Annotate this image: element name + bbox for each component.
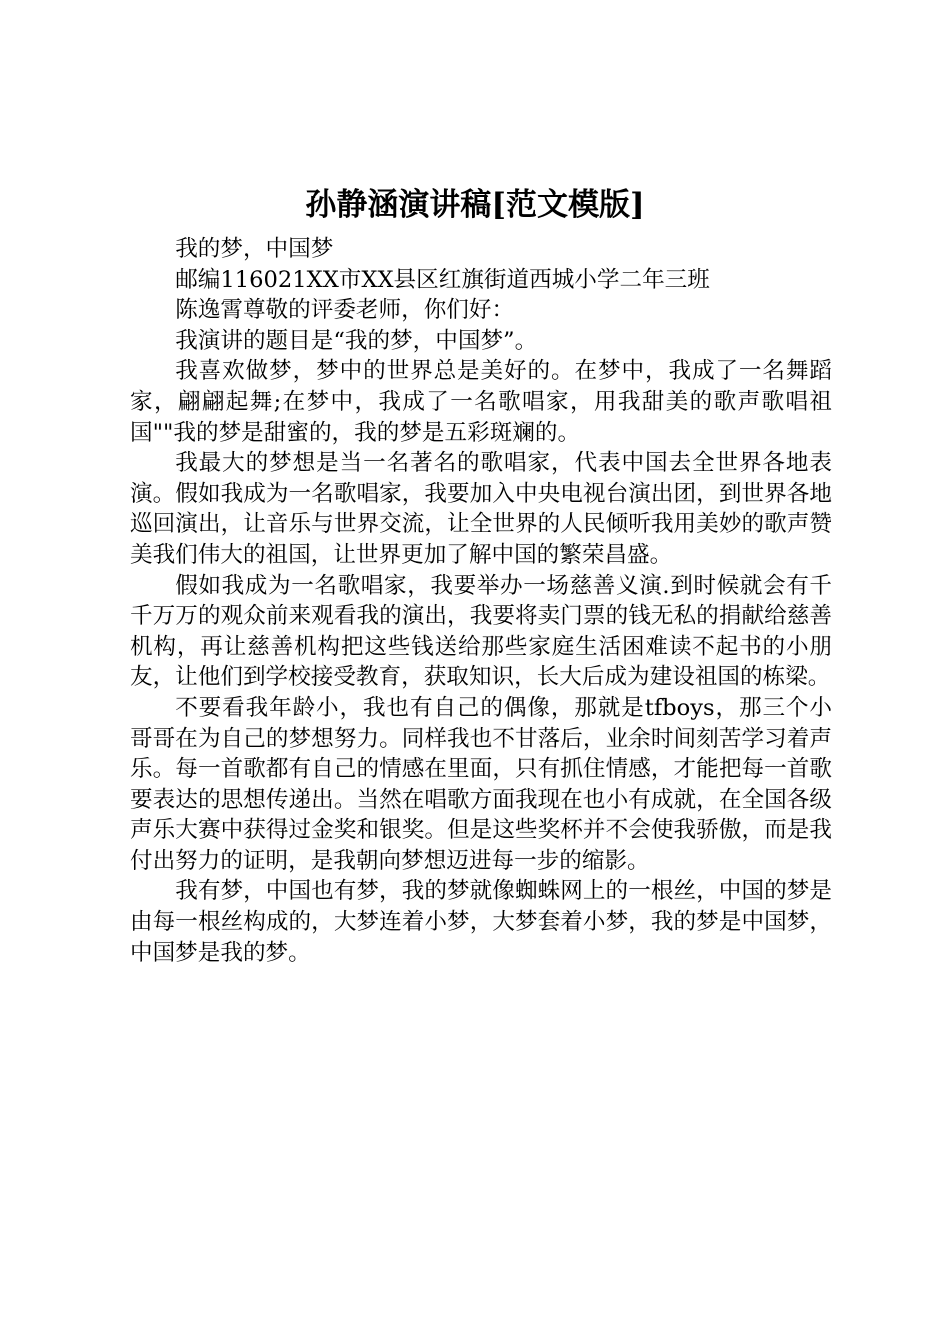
paragraph: 假如我成为一名歌唱家，我要举办一场慈善义演.到时候就会有千千万万的观众前来观看我的演出，我要将卖门票的钱无私的捐献给慈善机构，再让慈善机构把这些钱送给那些家庭生活困难读不起书的小朋友，让他们到学校接受教育，获取知识，长大后成为建设祖国的栋梁。 (130, 572, 832, 691)
paragraph: 不要看我年龄小，我也有自己的偶像，那就是tfboys，那三个小哥哥在为自己的梦想努力。同样我也不甘落后，业余时间刻苦学习着声乐。每一首歌都有自己的情感在里面，只有抓住情感，才能把每一首歌要表达的思想传递出。当然在唱歌方面我现在也小有成就，在全国各级声乐大赛中获得过金奖和银奖。但是这些奖杯并不会使我骄傲，而是我付出努力的证明，是我朝向梦想迈进每一步的缩影。 (130, 694, 832, 874)
paragraph-address: 邮编116021XX市XX县区红旗街道西城小学二年三班 (175, 266, 710, 293)
document-title: 孙静涵演讲稿[范文模版] (305, 187, 645, 223)
paragraph-topic: 我演讲的题目是“我的梦，中国梦”。 (175, 327, 538, 354)
document-body (130, 234, 832, 968)
paragraph-subtitle: 我的梦，中国梦 (175, 236, 334, 262)
paragraph: 我最大的梦想是当一名著名的歌唱家，代表中国去全世界各地表演。假如我成为一名歌唱家，我要加入中央电视台演出团，到世界各地巡回演出，让音乐与世界交流，让全世界的人民倾听我用美妙的歌声赞美我们伟大的祖国，让世界更加了解中国的繁荣昌盛。 (130, 450, 832, 568)
paragraph: 我喜欢做梦，梦中的世界总是美好的。在梦中，我成了一名舞蹈家，翩翩起舞;在梦中，我成了一名歌唱家，用我甜美的歌声歌唱祖国""我的梦是甜蜜的，我的梦是五彩斑斓的。 (130, 358, 832, 446)
paragraph-closing: 我有梦，中国也有梦，我的梦就像蜘蛛网上的一根丝，中国的梦是由每一根丝构成的，大梦连着小梦，大梦套着小梦，我的梦是中国梦，中国梦是我的梦。 (130, 878, 832, 966)
paragraph-greeting: 陈逸霄尊敬的评委老师，你们好： (175, 297, 515, 324)
